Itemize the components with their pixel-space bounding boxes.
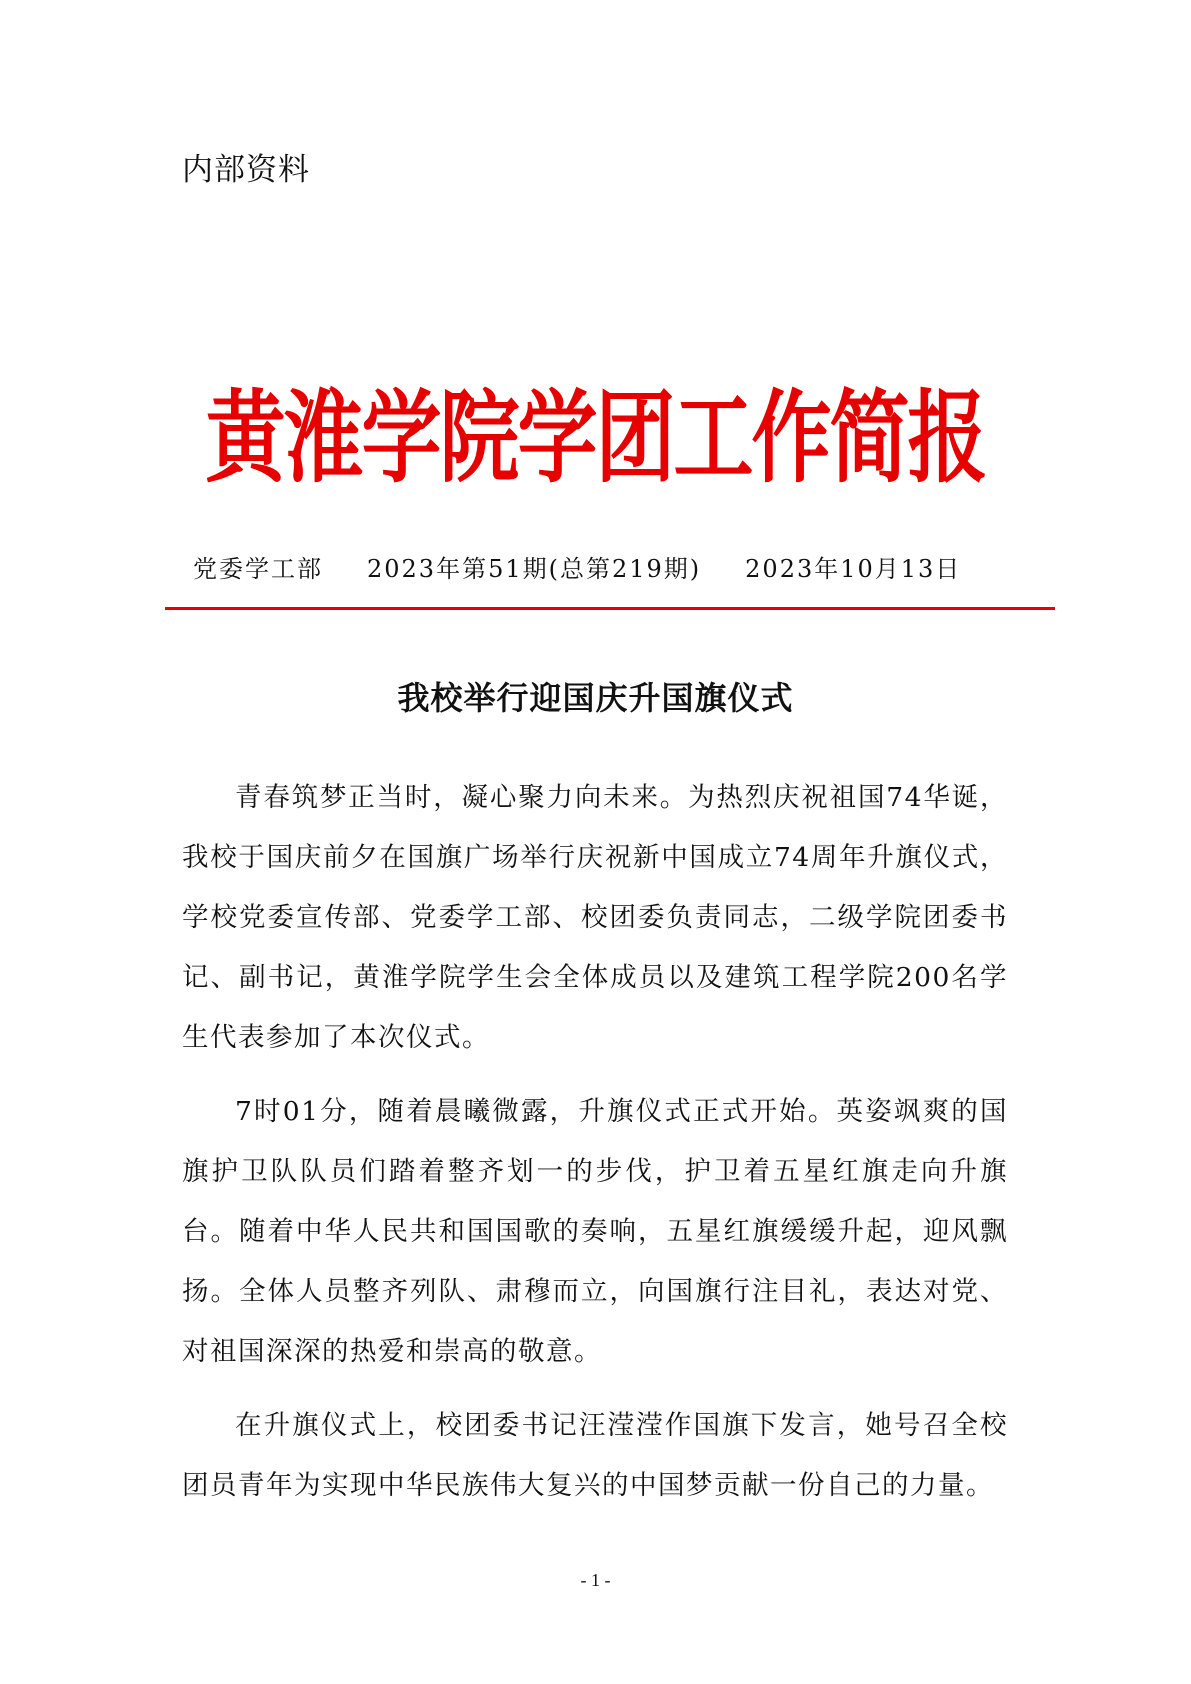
page-number: - 1 - <box>580 1570 611 1590</box>
masthead-title: 黄淮学院学团工作简报 <box>205 380 986 497</box>
article-body <box>182 768 1008 1530</box>
body-paragraph-2: 7时01分，随着晨曦微露，升旗仪式正式开始。英姿飒爽的国旗护卫队队员们踏着整齐划一的步伐，护卫着五星红旗走向升旗台。随着中华人民共和国国歌的奏响，五星红旗缓缓升起，迎风飘扬。全体人员整齐列队、肃穆而立，向国旗行注目礼，表达对党、对祖国深深的热爱和崇高的敬意。 <box>182 1096 1008 1367</box>
red-divider-rule <box>165 607 1055 610</box>
issue-date: 2023年10月13日 <box>745 555 962 583</box>
classification-label: 内部资料 <box>182 152 310 188</box>
body-paragraph-1: 青春筑梦正当时，凝心聚力向未来。为热烈庆祝祖国74华诞，我校于国庆前夕在国旗广场举行庆祝新中国成立74周年升旗仪式，学校党委宣传部、党委学工部、校团委负责同志，二级学院团委书记、副书记，黄淮学院学生会全体成员以及建筑工程学院200名学生代表参加了本次仪式。 <box>182 782 1008 1053</box>
issue-number: 2023年第51期(总第219期) <box>367 555 702 583</box>
issue-info-line <box>193 552 1013 586</box>
body-paragraph-3: 在升旗仪式上，校团委书记汪滢滢作国旗下发言，她号召全校团员青年为实现中华民族伟大复兴的中国梦贡献一份自己的力量。 <box>182 1410 1008 1501</box>
issuing-department: 党委学工部 <box>193 555 323 583</box>
article-title: 我校举行迎国庆升国旗仪式 <box>397 679 794 717</box>
